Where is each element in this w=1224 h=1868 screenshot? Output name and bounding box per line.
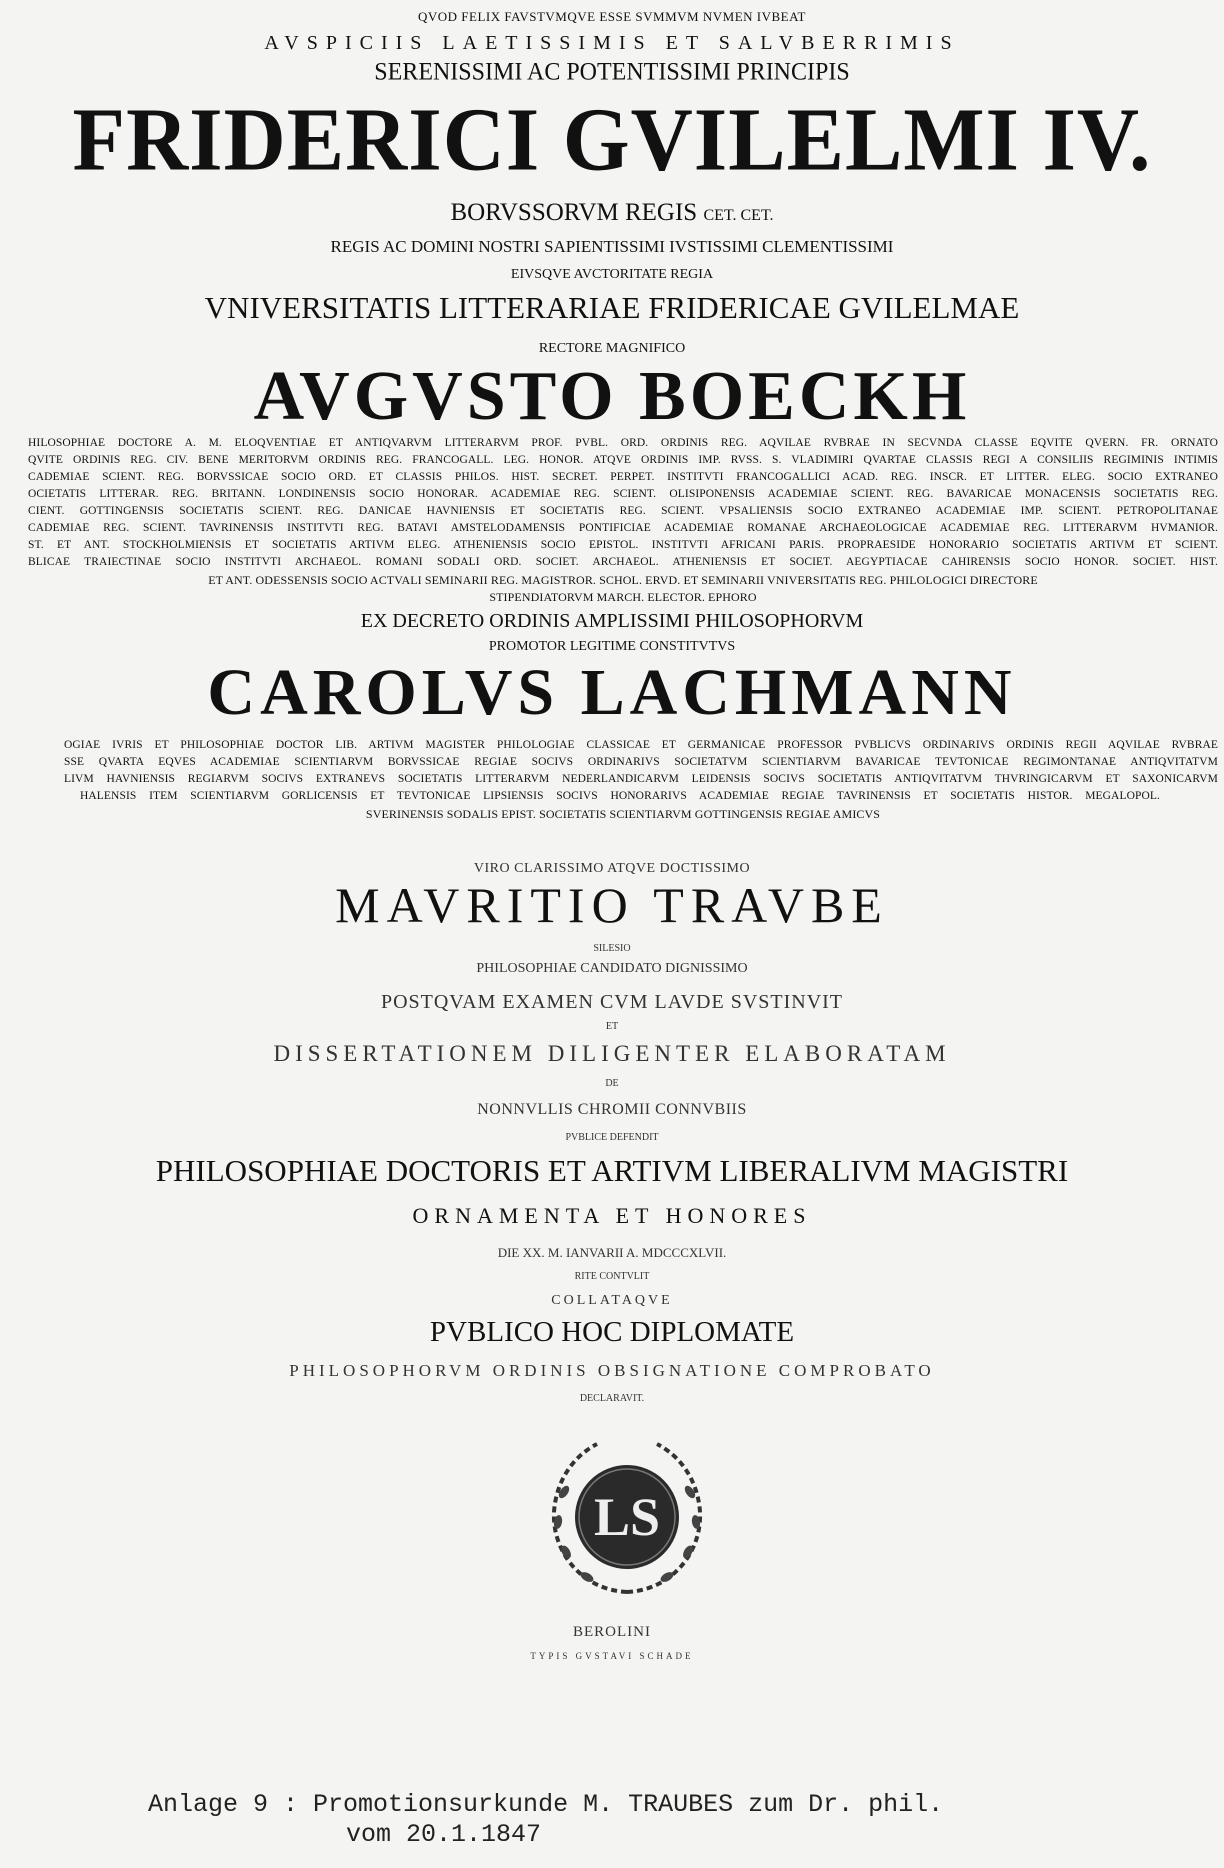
auctoritate-line: EIVSQVE AVCTORITATE REGIA (510, 267, 714, 282)
rector-titles-line: ET ANT. ODESSENSIS SOCIO ACTVALI SEMINARII REG. MAGISTROR. SCHOL. ERVD. ET SEMINARII VNIVERSITATIS REG. PHILOLOGICI DIRECTORE (208, 573, 1038, 587)
defendit-line: PVBLICE DEFENDIT (565, 1132, 659, 1143)
et-line: ET (605, 1021, 619, 1032)
seal-letters: LS (593, 1487, 661, 1547)
rector-titles-line: QVITE ORDINIS REG. CIV. BENE MERITORVM ORDINIS REG. FRANCOGALL. LEG. HONOR. ATQVE ORDINIS IMP. RVSS. S. VLADIMIRI QVARTAE CLASSIS REGI A CONSILIIS REGIMINIS INTIMIS (28, 454, 1218, 466)
origin: SILESIO (593, 943, 631, 954)
rectore-line: RECTORE MAGNIFICO (538, 341, 686, 356)
comprobato-line: PHILOSOPHORVM ORDINIS OBSIGNATIONE COMPROBATO (289, 1361, 935, 1380)
promotor-name: CAROLVS LACHMANN (207, 656, 1017, 729)
de-line: DE (605, 1078, 619, 1089)
candidato-line: PHILOSOPHIAE CANDIDATO DIGNISSIMO (476, 961, 748, 976)
borussorum-regis: BORVSSORVM REGIS (450, 199, 698, 226)
auspices-line: AVSPICIIS LAETISSIMIS ET SALVBERRIMIS (264, 32, 960, 54)
archive-caption (148, 1790, 1148, 1850)
degree-line: PHILOSOPHIAE DOCTORIS ET ARTIVM LIBERALIVM MAGISTRI (155, 1153, 1069, 1188)
imprint-printer: TYPIS GVSTAVI SCHADE (530, 1651, 694, 1661)
dissertationem-line: DISSERTATIONEM DILIGENTER ELABORATAM (273, 1041, 951, 1066)
universitatis-line: VNIVERSITATIS LITTERARIAE FRIDERICAE GVILELMAE (204, 290, 1020, 325)
rector-titles-line: ST. ET ANT. STOCKHOLMIENSIS ET SOCIETATIS ARTIVM ELEG. ATHENIENSIS SOCIO EPISTOL. INSTITVTI AFRICANI PARIS. PROPRAESIDE HONORARIO SOCIETATIS ARTIVM ET SCIENT. (28, 539, 1218, 551)
promotor-titles-line: SVERINENSIS SODALIS EPIST. SOCIETATIS SCIENTIARVM GOTTINGENSIS REGIAE AMICVS (365, 807, 881, 821)
decree-line: EX DECRETO ORDINIS AMPLISSIMI PHILOSOPHORVM (360, 610, 864, 632)
ornamenta-line: ORNAMENTA ET HONORES (412, 1203, 812, 1228)
contulit-line: RITE CONTVLIT (574, 1271, 650, 1282)
dissertation-title: NONNVLLIS CHROMII CONNVBIIS (477, 1101, 747, 1118)
promotor-titles-line: SSE QVARTA EQVES ACADEMIAE SCIENTIARVM BORVSSICAE REGIAE SOCIVS ORDINARIVS SOCIETATVM SCIENTIARVM BAVARICAE TEVTONICAE REGIMONTANAE ANTIQVITATVM (64, 756, 1218, 768)
collata-line: COLLATAQVE (551, 1293, 673, 1308)
promotor-line: PROMOTOR LEGITIME CONSTITVTVS (488, 639, 736, 654)
invocation-line: QVOD FELIX FAVSTVMQVE ESSE SVMMVM NVMEN IVBEAT (418, 9, 806, 24)
promotor-titles-line: OGIAE IVRIS ET PHILOSOPHIAE DOCTOR LIB. ARTIVM MAGISTER PHILOLOGIAE CLASSICAE ET GERMANICAE PROFESSOR PVBLICVS ORDINARIVS ORDINIS REGII AQVILAE RVBRAE (64, 739, 1218, 751)
king-name: FRIDERICI GVILELMI IV. (72, 88, 1152, 190)
rector-titles-line: CIENT. GOTTINGENSIS SOCIETATIS SCIENT. REG. DANICAE HAVNIENSIS ET SOCIETATIS REG. SCIENT. VPSALIENSIS SOCIO EXTRANEO ACADEMIAE IMP. SCIENT. PETROPOLITANAE (28, 505, 1218, 517)
viro-line: VIRO CLARISSIMO ATQVE DOCTISSIMO (473, 861, 751, 876)
rector-titles-line: BLICAE TRAIECTINAE SOCIO INSTITVTI ARCHAEOL. ROMANI SODALI ORD. SOCIET. ARCHAEOL. ATHENIENSIS ET SOCIET. AEGYPTIACAE CAHIRENSIS SOCIO HONOR. SOCIET. HIST. (28, 556, 1218, 568)
rector-titles-line: CADEMIAE SCIENT. REG. BORVSSICAE SOCIO ORD. ET CLASSIS PHILOS. HIST. SECRET. PERPET. INSTITVTI FRANCOGALLICI ACAD. REG. INSCR. ET LITTER. ELEG. SOCIO EXTRANEO (28, 471, 1218, 483)
rector-titles-line: OCIETATIS LITTERAR. REG. BRITANN. LONDINENSIS SOCIO HONORAR. ACADEMIAE REG. SCIENT. OLISIPONENSIS ACADEMIAE SCIENT. REG. BAVARICAE MONACENSIS SOCIETATIS REG. (28, 488, 1218, 500)
seal-emblem (542, 1432, 712, 1602)
date-line: DIE XX. M. IANVARII A. MDCCCXLVII. (497, 1245, 727, 1260)
candidate-name: MAVRITIO TRAVBE (335, 877, 889, 933)
rector-titles-line: HILOSOPHIAE DOCTORE A. M. ELOQVENTIAE ET ANTIQVARVM LITTERARVM PROF. PVBL. ORD. ORDINIS REG. AQVILAE RVBRAE IN SECVNDA CLASSE EQVITE QVERN. FR. ORNATO (28, 437, 1218, 449)
regis-line: REGIS AC DOMINI NOSTRI SAPIENTISSIMI IVSTISSIMI CLEMENTISSIMI (330, 237, 894, 256)
promotor-titles-line: LIVM HAVNIENSIS REGIARVM SOCIVS EXTRANEVS SOCIETATIS LITTERARVM NEDERLANDICARVM LEIDENSIS SOCIVS SOCIETATIS ANTIQVITATVM THVRINGICARVM ET SAXONICARVM (64, 773, 1218, 785)
caption-line-2: vom 20.1.1847 (346, 1820, 542, 1849)
examen-line: POSTQVAM EXAMEN CVM LAVDE SVSTINVIT (380, 991, 844, 1013)
rector-titles-line: STIPENDIATORVM MARCH. ELECTOR. EPHORO (489, 590, 757, 604)
declaravit-line: DECLARAVIT. (579, 1393, 645, 1404)
promotor-titles-line: HALENSIS ITEM SCIENTIARVM GORLICENSIS ET TEVTONICAE LIPSIENSIS SOCIVS HONORARIVS ACADEMIAE REGIAE TAVRINENSIS ET SOCIETATIS HISTOR. MEGALOPOL. (80, 790, 1160, 802)
imprint-city: BEROLINI (573, 1624, 651, 1640)
diploma-line: PVBLICO HOC DIPLOMATE (429, 1316, 795, 1348)
principis-line: SERENISSIMI AC POTENTISSIMI PRINCIPIS (374, 58, 850, 86)
cet-cet: CET. CET. (703, 207, 774, 224)
rector-name: AVGVSTO BOECKH (253, 358, 971, 435)
caption-line-1: Anlage 9 : Promotionsurkunde M. TRAUBES zum Dr. phil. (148, 1790, 944, 1819)
rector-titles-line: CADEMIAE REG. SCIENT. TAVRINENSIS INSTITVTI REG. BATAVI AMSTELODAMENSIS PONTIFICIAE ACADEMIAE ROMANAE ARCHAEOLOGICAE ACADEMIAE REG. LITTERARVM HVMANIOR. (28, 522, 1218, 534)
borussorum-line (0, 200, 1224, 225)
